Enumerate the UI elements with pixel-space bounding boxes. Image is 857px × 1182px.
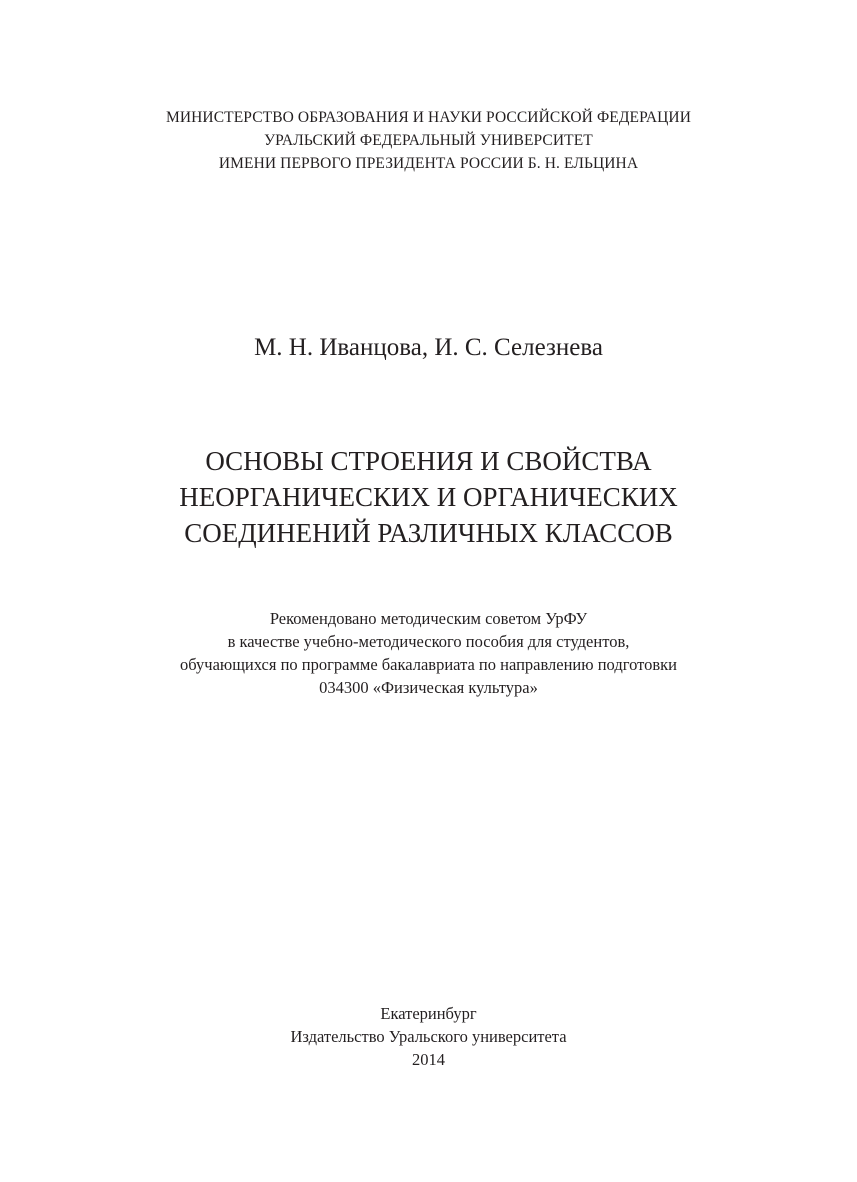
imprint-publisher: Издательство Уральского университета [290,1027,567,1046]
authors [0,331,857,365]
institution-header [0,106,857,175]
recommendation-line-4: 034300 «Физическая культура» [319,678,538,697]
recommendation-note [0,607,857,699]
title-line-2: НЕОРГАНИЧЕСКИХ И ОРГАНИЧЕСКИХ [179,482,678,512]
university-namesake: ИМЕНИ ПЕРВОГО ПРЕЗИДЕНТА РОССИИ Б. Н. ЕЛЬЦИНА [218,155,639,172]
author-names: М. Н. Иванцова, И. С. Селезнева [254,334,603,361]
university-name: УРАЛЬСКИЙ ФЕДЕРАЛЬНЫЙ УНИВЕРСИТЕТ [264,132,593,149]
title-line-3: СОЕДИНЕНИЙ РАЗЛИЧНЫХ КЛАССОВ [184,518,673,548]
title-line-1: ОСНОВЫ СТРОЕНИЯ И СВОЙСТВА [205,446,652,476]
recommendation-line-2: в качестве учебно-методического пособия для студентов, [227,632,630,651]
recommendation-line-1: Рекомендовано методическим советом УрФУ [269,609,588,628]
book-title [0,443,857,551]
imprint-year: 2014 [412,1050,445,1069]
recommendation-line-3: обучающихся по программе бакалавриата по направлению подготовки [180,655,677,674]
ministry-name: МИНИСТЕРСТВО ОБРАЗОВАНИЯ И НАУКИ РОССИЙСКОЙ ФЕДЕРАЦИИ [165,109,692,126]
imprint [0,1002,857,1071]
imprint-city: Екатеринбург [380,1004,477,1023]
